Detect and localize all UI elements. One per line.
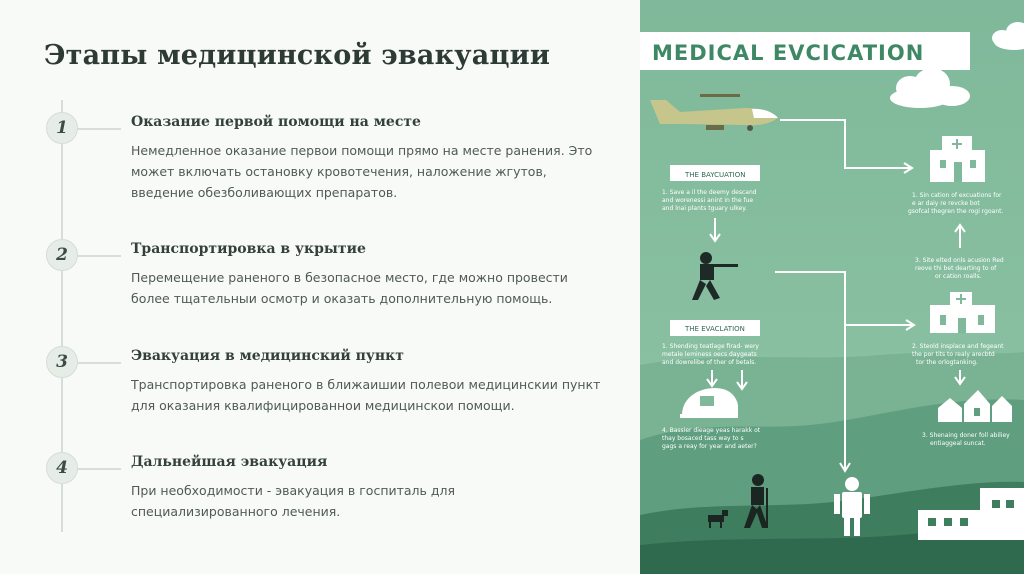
page-title: Этапы медицинской эвакуации: [44, 40, 551, 71]
note-text: 2. Steold insplace and fegeant: [912, 343, 1004, 350]
note-text: and worenessi anint in the fue: [662, 197, 754, 204]
banner-text: MEDICAL EVCICATION: [652, 41, 925, 65]
note-text: metale leminess oecs daygeats: [662, 351, 757, 358]
step-title-3: Эвакуация в медицинский пункт: [131, 348, 404, 364]
step-number-4: 4: [46, 452, 78, 484]
note-text: tor the orlogtanking.: [916, 359, 978, 366]
step-text-3: Транспортировка раненого в ближаишии полевои медицинскии пункт для оказания квалифицированнои медицинскои помощи.: [131, 377, 601, 413]
note-text: and dowrelibe of ther of betals.: [662, 359, 757, 366]
note-text: entiaggeal suncat.: [930, 440, 986, 447]
note-text: e ar daiy re revcke bot: [912, 200, 980, 207]
step-number-1: 1: [46, 112, 78, 144]
note-text: 3. Site elted onls acusion Red: [915, 257, 1004, 264]
evacuation-infographic: [640, 0, 1024, 574]
note-text: 3. Shenaing doner foll abiliey: [922, 432, 1010, 439]
step-title-1: Оказание первой помощи на месте: [131, 114, 421, 130]
note-text: gsofcal thegren the rogi rgoant.: [908, 208, 1004, 215]
infographic-image: [640, 0, 1024, 574]
step-title-2: Транспортировка в укрытие: [131, 241, 366, 257]
step-text-4: При необходимости - эвакуация в госпиталь для специализированного лечения.: [131, 483, 456, 519]
note-text: the por tits to realy arecbtd: [912, 351, 995, 358]
label-text: THE EVACLATION: [685, 325, 745, 333]
step-text-2: Перемещение раненого в безопасное место, где можно провести более тщательныи осмотр и оказать дополнительную помощь.: [131, 270, 568, 306]
step-number-2: 2: [46, 239, 78, 271]
note-text: 1. Save a il the deemy descand: [662, 189, 757, 196]
note-text: reove thi bet dearting to of: [915, 265, 997, 272]
note-text: thay bosaced tass way to s: [662, 435, 744, 442]
step-number-3: 3: [46, 346, 78, 378]
note-text: or cation roalls.: [935, 273, 982, 280]
step-text-1: Немедленное оказание первои помощи прямо на месте ранения. Это может включать остановку кровотечения, наложение жгутов, введение обезболивающих препаратов.: [131, 143, 593, 200]
label-text: THE BAYCUATION: [685, 171, 746, 179]
note-text: 1. Sin cation of excuations for: [912, 192, 1002, 199]
note-text: gags a reay for year and aeter?: [662, 443, 757, 450]
note-text: 1. Shending teatlage firad- wery: [662, 343, 759, 350]
note-text: and lnai plants tguary ulkey.: [662, 205, 747, 212]
note-text: 4. Bassier dieage yeas harakk ot: [662, 427, 761, 434]
step-title-4: Дальнейшая эвакуация: [131, 454, 328, 470]
